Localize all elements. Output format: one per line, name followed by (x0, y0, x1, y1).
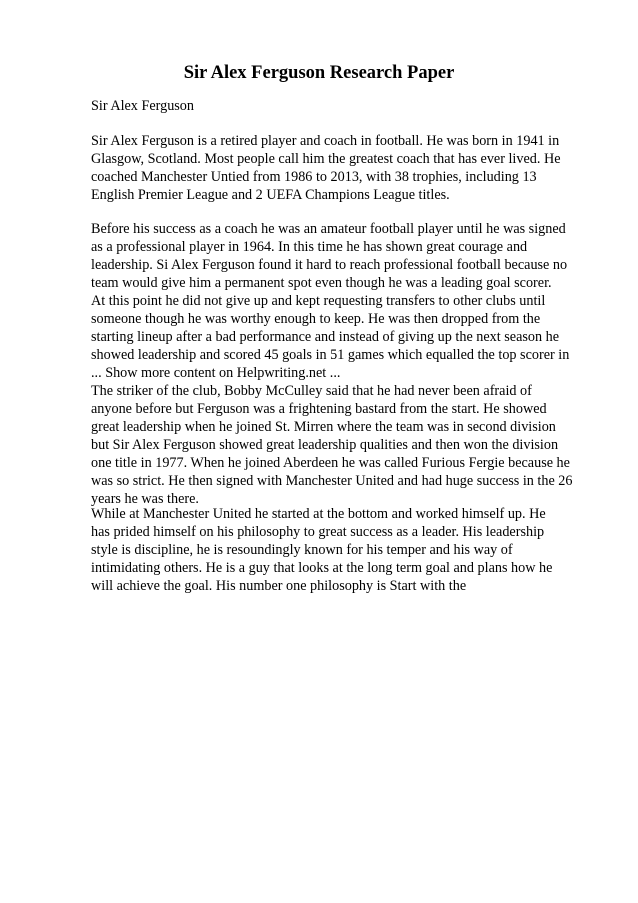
paragraph-1 (91, 132, 596, 204)
paragraph-2-line: The striker of the club, Bobby McCulley said that he had never been afraid of (91, 383, 532, 399)
paragraph-1-line: coached Manchester Untied from 1986 to 2013, with 38 trophies, including 13 (91, 169, 537, 185)
paragraph-2-line: was so strict. He then signed with Manchester United and had huge success in the 26 (91, 473, 573, 489)
paragraph-1-line: Sir Alex Ferguson is a retired player and coach in football. He was born in 1941 in (91, 133, 560, 149)
paragraph-2-line: At this point he did not give up and kept requesting transfers to other clubs until (91, 293, 546, 309)
paragraph-2-line: leadership. Si Alex Ferguson found it hard to reach professional football because no (91, 257, 568, 273)
paragraph-2-line: team would give him a permanent spot even though he was a leading goal scorer. (91, 275, 552, 291)
paragraph-2-line: Before his success as a coach he was an amateur football player until he was signed (91, 221, 566, 237)
paragraph-1-line: Glasgow, Scotland. Most people call him the greatest coach that has ever lived. He (91, 151, 561, 167)
paragraph-2-line: years he was there. (91, 491, 199, 507)
paragraph-3-line: intimidating others. He is a guy that looks at the long term goal and plans how he (91, 560, 553, 576)
show-more-link-text: ... Show more content on Helpwriting.net ... (91, 365, 341, 381)
paragraph-2-line: but Sir Alex Ferguson showed great leadership qualities and then won the division (91, 437, 559, 453)
document-title: Sir Alex Ferguson Research Paper (183, 63, 455, 83)
paragraph-2 (91, 220, 596, 508)
paragraph-3-line: will achieve the goal. His number one philosophy is Start with the (91, 578, 467, 594)
paragraph-2-line: anyone before but Ferguson was a frightening bastard from the start. He showed (91, 401, 547, 417)
paragraph-3-line: style is discipline, he is resoundingly known for his temper and his way of (91, 542, 513, 558)
paragraph-2-line: showed leadership and scored 45 goals in 51 games which equalled the top scorer in (91, 347, 570, 363)
document-subtitle (91, 97, 596, 115)
paragraph-2-line: someone though he was worthy enough to keep. He was then dropped from the (91, 311, 541, 327)
paragraph-3-line: has prided himself on his philosophy to great success as a leader. His leadership (91, 524, 545, 540)
paragraph-2-line: one title in 1977. When he joined Aberdeen he was called Furious Fergie because he (91, 455, 570, 471)
paragraph-2-line: starting lineup after a bad performance and instead of giving up the next season he (91, 329, 560, 345)
paragraph-3-line: While at Manchester United he started at the bottom and worked himself up. He (91, 506, 546, 522)
paragraph-2-line: as a professional player in 1964. In this time he has shown great courage and (91, 239, 528, 255)
subtitle-line: Sir Alex Ferguson (91, 98, 194, 114)
paragraph-3 (91, 505, 596, 595)
paragraph-2-line: great leadership when he joined St. Mirren where the team was in second division (91, 419, 556, 435)
paragraph-1-line: English Premier League and 2 UEFA Champions League titles. (91, 187, 450, 203)
